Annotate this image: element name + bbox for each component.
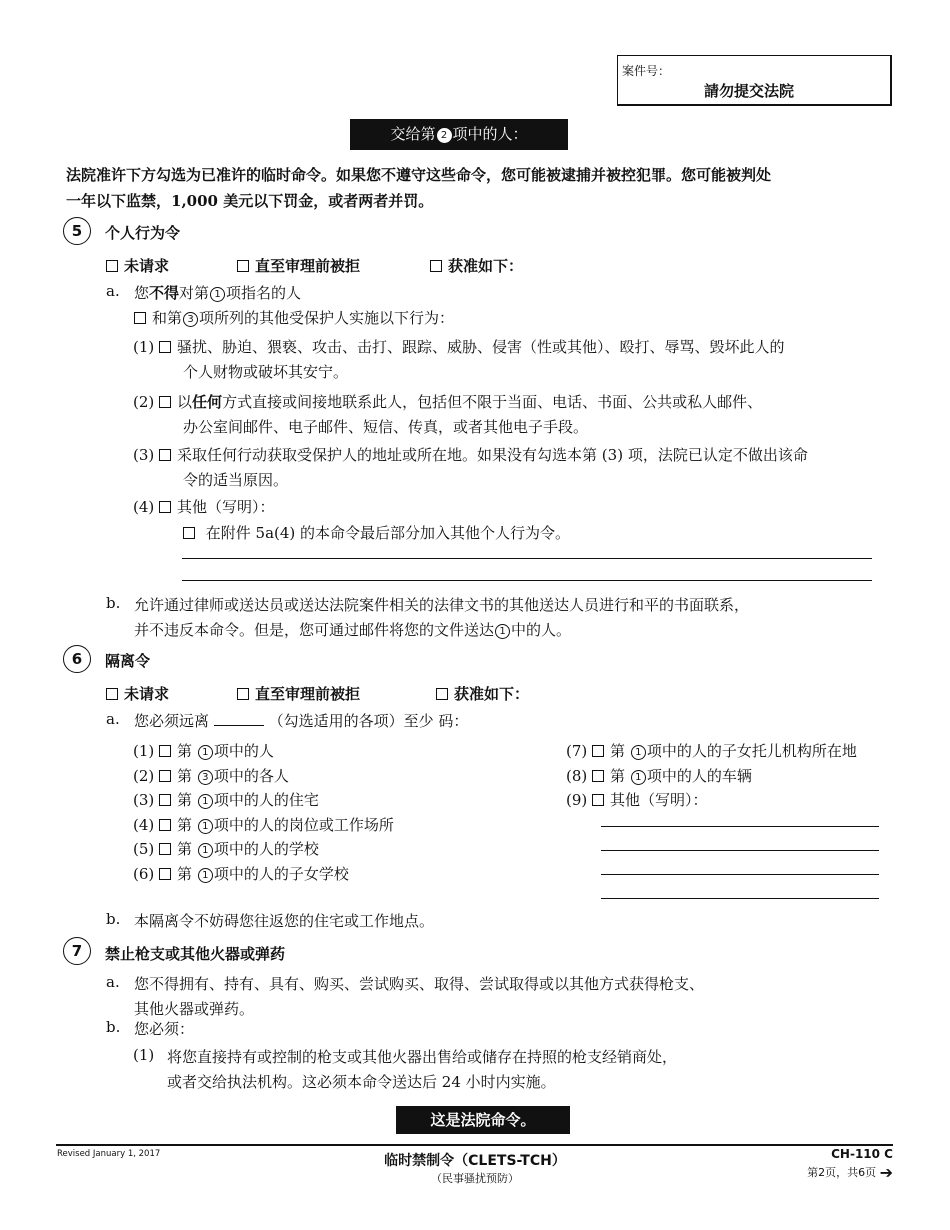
footer-rule [56, 1144, 893, 1146]
section-7-title: 禁止枪支或其他火器或弹药 [105, 945, 286, 963]
intro-line-2: 一年以下监禁，1,000 美元以下罚金，或者两者并罚。 [66, 192, 434, 210]
s7a-line-2: 其他火器或弹药。 [134, 1000, 255, 1018]
s6-item-1: (1) 第 1 项中的人 [133, 742, 274, 760]
s5b-label: b. [106, 594, 121, 612]
intro-line-1: 法院准许下方勾选为已准许的临时命令。如果您不遵守这些命令，您可能被逮捕并被控犯罪。您可能被判处 [66, 166, 772, 184]
s6-item-8-checkbox[interactable] [592, 770, 604, 782]
s7b-label: b. [106, 1018, 121, 1036]
s6-item-5-checkbox[interactable] [159, 843, 171, 855]
s6-other-line-4[interactable] [601, 898, 879, 899]
s5-item-4: (4) 其他（写明）： [133, 498, 275, 516]
s6-item-6-checkbox[interactable] [159, 868, 171, 880]
s6-right-list [566, 739, 857, 813]
s5-not-requested-checkbox[interactable] [106, 260, 118, 272]
s6b-label: b. [106, 910, 121, 928]
top-banner: 交给第 2 项中的人： [350, 119, 568, 150]
s6-item-2-checkbox[interactable] [159, 770, 171, 782]
s7b-item-1-line-1: 将您直接持有或控制的枪支或其他火器出售给或储存在持照的枪支经销商处， [167, 1048, 678, 1066]
s6a-text: 您必须远离 （勾选适用的各项）至少 码： [134, 712, 469, 730]
s6-not-requested-checkbox[interactable] [106, 688, 118, 700]
s7b-item-1-num: (1) [133, 1046, 155, 1064]
s5-item-2-checkbox[interactable] [159, 396, 171, 408]
s7a-line-1: 您不得拥有、持有、具有、购买、尝试购买、取得、尝试取得或以其他方式获得枪支、 [134, 975, 705, 993]
s6-left-list [133, 739, 394, 887]
form-title: 临时禁制令（CLETS-TCH） [384, 1153, 566, 1169]
s5a-label: a. [106, 282, 120, 300]
court-order-banner: 这是法院命令。 [396, 1106, 570, 1134]
s5-granted-checkbox[interactable] [430, 260, 442, 272]
s6-denied-checkbox[interactable] [237, 688, 249, 700]
s6-granted-checkbox[interactable] [436, 688, 448, 700]
item-2-circle: 2 [437, 128, 452, 143]
s6a-label: a. [106, 710, 120, 728]
page-indicator: 第2页，共6页 ➔ [807, 1163, 893, 1182]
s5-item-4-attachment-checkbox[interactable] [183, 527, 195, 539]
s5-item-1-cont: 个人财物或破坏其安宁。 [183, 363, 349, 381]
s6-item-8: (8) 第 1 项中的人的车辆 [566, 766, 752, 785]
s7b-item-1-line-2: 或者交给执法机构。这必须本命令送达后 24 小时内实施。 [167, 1073, 556, 1091]
s5-item-1-checkbox[interactable] [159, 341, 171, 353]
section-6-title: 隔离令 [105, 652, 151, 670]
s6-other-line-3[interactable] [601, 874, 879, 875]
s6-item-9-checkbox[interactable] [592, 794, 604, 806]
s5-item-2-cont: 办公室间邮件、电子邮件、短信、传真，或者其他电子手段。 [183, 418, 589, 436]
s5-item-4-checkbox[interactable] [159, 501, 171, 513]
s5-item-3-checkbox[interactable] [159, 449, 171, 461]
s6-item-7: (7) 第 1 项中的人的子女托儿机构所在地 [566, 742, 857, 760]
s6b-text: 本隔离令不妨碍您往返您的住宅或工作地点。 [134, 912, 435, 930]
section-6-number: 6 [63, 645, 91, 673]
s5-item-4-blank-line-2[interactable] [182, 580, 872, 581]
do-not-file-label: 請勿提交法院 [704, 82, 795, 100]
s5-item-3-cont: 令的适当原因。 [183, 471, 289, 489]
s5-item-1: (1) 骚扰、胁迫、猥亵、攻击、击打、跟踪、威胁、侵害（性或其他）、殴打、辱骂、毁坏此人的 [133, 338, 785, 356]
s6-item-9: (9) 其他（写明）： [566, 791, 708, 810]
s6-item-4: (4) 第 1 项中的人的岗位或工作场所 [133, 815, 394, 834]
s6a-distance-field[interactable] [214, 711, 264, 726]
form-subtitle: （民事骚扰预防） [431, 1172, 519, 1185]
s5-item-4-sub: 在附件 5a(4) 的本命令最后部分加入其他个人行为令。 [183, 522, 570, 543]
s6-other-line-2[interactable] [601, 850, 879, 851]
s7a-label: a. [106, 973, 120, 991]
s6-item-6: (6) 第 1 项中的人的子女学校 [133, 864, 349, 883]
s5a-other-protected-checkbox[interactable] [134, 312, 146, 324]
s5-item-2: (2) 以任何方式直接或间接地联系此人，包括但不限于当面、电话、书面、公共或私人邮件、 [133, 393, 763, 411]
section-5-title: 个人行为令 [105, 224, 181, 242]
s5a-text: 您不得对第 1 项指名的人 [134, 284, 302, 302]
s6-item-1-checkbox[interactable] [159, 745, 171, 757]
s5a-sub: 和第 3 项所列的其他受保护人实施以下行为： [134, 307, 454, 328]
s5-item-4-blank-line-1[interactable] [182, 558, 872, 559]
s5b-line-2: 并不违反本命令。但是，您可通过邮件将您的文件送达 1 中的人。 [134, 621, 572, 639]
section-5-number: 5 [63, 217, 91, 245]
s7b-text: 您必须： [134, 1020, 195, 1038]
s5b-line-1: 允许通过律师或送达员或送达法院案件相关的法律文书的其他送达人员进行和平的书面联系， [134, 596, 750, 614]
case-number-box [617, 55, 892, 106]
form-id: CH-110 C [831, 1147, 893, 1161]
next-page-arrow-icon[interactable]: ➔ [879, 1163, 893, 1182]
s6-item-5: (5) 第 1 项中的人的学校 [133, 840, 319, 859]
s5-denied-checkbox[interactable] [237, 260, 249, 272]
s6-item-3: (3) 第 1 项中的人的住宅 [133, 791, 319, 810]
revised-date: Revised January 1, 2017 [57, 1149, 161, 1159]
s6-item-2: (2) 第 3 项中的各人 [133, 766, 289, 785]
s6-other-line-1[interactable] [601, 826, 879, 827]
section-7-number: 7 [63, 937, 91, 965]
s5-options: 未请求 [106, 255, 169, 276]
s6-item-7-checkbox[interactable] [592, 745, 604, 757]
s5-item-3: (3) 采取任何行动获取受保护人的地址或所在地。如果没有勾选本第 (3) 项，法院已认定不做出该命 [133, 446, 808, 464]
s6-item-3-checkbox[interactable] [159, 794, 171, 806]
case-number-label: 案件号： [622, 64, 671, 78]
s6-item-4-checkbox[interactable] [159, 819, 171, 831]
